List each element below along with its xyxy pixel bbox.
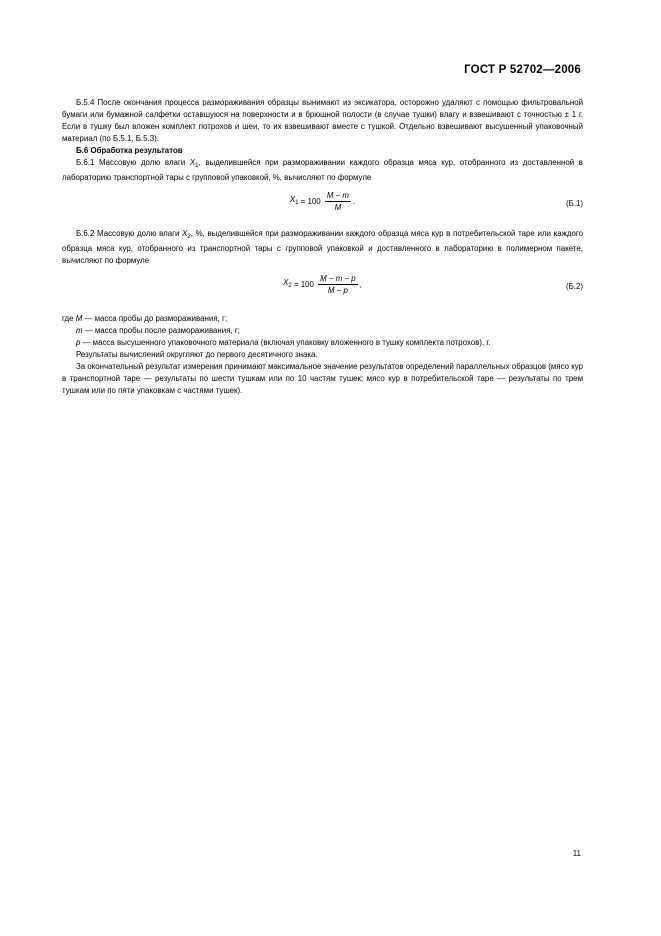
variable-x: X bbox=[182, 229, 188, 238]
formula-b1: $X_1 = 100$ $\frac{M - m}{M}$ . (Б.1) bbox=[289, 191, 583, 212]
fraction-numerator: M − m bbox=[326, 191, 349, 200]
definition-line: m — масса пробы после размораживания, г; bbox=[76, 326, 240, 335]
paragraph-rounding: Результаты вычислений округляют до первого десятичного знака. bbox=[76, 350, 318, 359]
fraction bbox=[325, 190, 351, 213]
page-number: 11 bbox=[572, 849, 581, 858]
definition-line: p — масса высушенного упаковочного материала (включая упаковку вложенного в тушку комплекта потрохов), г. bbox=[76, 338, 491, 347]
variable-x: X bbox=[189, 158, 196, 167]
paragraph-b62: Б.6.2 Массовую долю влаги $X_2$, %, выделившейся при размораживании каждого образца мяса кур в потребительской таре или каждого образца мяса кур, отобранного из транспортной тары с групповой упаковкой и доставленного в лабораторию в полимерном пакете, вычисляют по формуле bbox=[62, 229, 583, 265]
definition-line: где M — масса пробы до размораживания, г; bbox=[62, 314, 228, 323]
fraction-denominator: M bbox=[334, 203, 342, 212]
formula-b2: $X_2 = 100$ $\frac{M - m - p}{M - p}$ , (Б.2) bbox=[283, 274, 583, 295]
paragraph-b54: Б.5.4 После окончания процесса размораживания образцы вынимают из эксикатора, осторожно удаляют с помощью фильтровальной бумаги или бумажной салфетки оставшуюся на поверхности и в брюшной полости (в случае тушки) влагу и взвешивают с точностью ± 1 г. Если в тушку был вложен комплект потрохов и шеи, то их взвешивают вместе с тушкой. Отдельно взвешивают высушенный упаковочный материал (по Б.5.1, Б.5.3). bbox=[62, 98, 583, 143]
section-heading-b6: Б.6 Обработка результатов bbox=[76, 146, 183, 155]
fraction bbox=[318, 273, 358, 296]
fraction-denominator: M − p bbox=[327, 286, 348, 295]
fraction-numerator: M − m − p bbox=[320, 274, 356, 283]
document-header: ГОСТ Р 52702—2006 bbox=[464, 64, 581, 76]
formula-number: (Б.1) bbox=[565, 199, 583, 208]
paragraph-b61: Б.6.1 Массовую долю влаги $X_1$, выделившейся при размораживании каждого образца мяса кур, отобранного из доставленной в лабораторию транспортной тары с групповой упаковкой, %, вычисляют по формуле bbox=[62, 158, 583, 182]
formula-number: (Б.2) bbox=[565, 282, 583, 291]
document-body bbox=[62, 97, 583, 397]
paragraph-final-result: За окончательный результат измерения принимают максимальное значение результатов определений параллельных образцов (мясо кур в транспортной таре — результаты по шести тушкам или по 10 частям тушек; мясо кур в потребительской таре — результаты по трем тушкам или по пяти упаковкам с частями тушек). bbox=[62, 362, 583, 395]
